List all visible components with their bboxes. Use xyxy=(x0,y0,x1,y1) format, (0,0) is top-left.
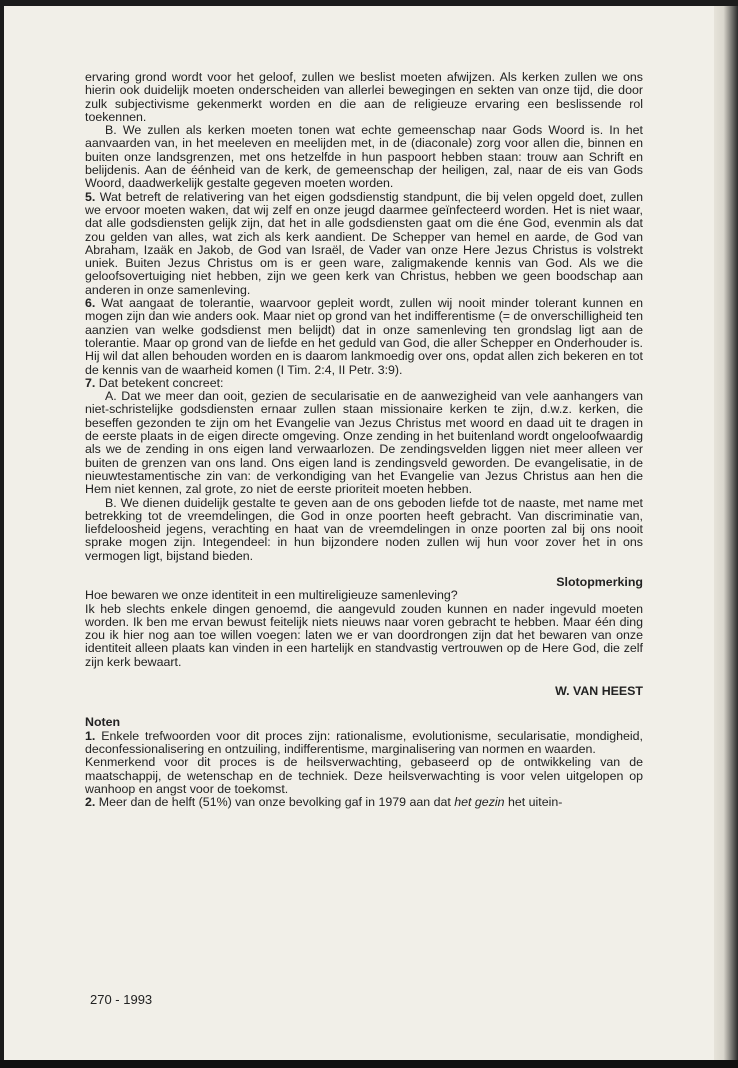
numbered-paragraph xyxy=(85,377,643,390)
page-number: 270 - 1993 xyxy=(90,992,153,1007)
page-edge-bottom xyxy=(0,1060,738,1068)
item-number: 6. xyxy=(85,296,96,311)
section-heading: Slotopmerking xyxy=(556,574,643,589)
note xyxy=(85,730,643,757)
numbered-paragraph xyxy=(85,191,643,297)
notes-heading: Noten xyxy=(85,715,121,730)
numbered-paragraph xyxy=(85,297,643,377)
item-number: 7. xyxy=(85,375,96,390)
closing-question: Hoe bewaren we onze identiteit in een multireligieuze samenleving? xyxy=(85,588,458,603)
item-text: Wat betreft de relativering van het eigen godsdienstig standpunt, die bij velen opgeld doet, zullen we ervoor moeten waken, dat wij zelf en onze jeugd daarmee geïnfecteerd worden. Het is niet waar, dat alle godsdiensten gelijk zijn, dat het in alle godsdiensten gaat om die éne God, evenmin als dat zou gelden van alles, wat zich als kerk aandient. De Schepper van hemel en aarde, de God van Abraham, Izaäk en Jakob, de God van Israël, de Vader van onze Here Jezus Christus is volstrekt uniek. Buiten Jezus Christus om is er geen ware, zaligmakende kennis van God. Als we die geloofsovertuiging niet hebben, zijn we geen kerk van Christus, hebben we geen boodschap aan anderen in onze samenleving. xyxy=(85,189,644,297)
paragraph: B. We dienen duidelijk gestalte te geven aan de ons geboden liefde tot de naaste, met name met betrekking tot de vreemdelingen, die God in onze poorten heeft gebracht. Van discriminatie van, liefdeloosheid jegens, verachting en haat van de vreemdelingen in onze poorten zal bij ons nooit sprake mogen zijn. Integendeel: in hun bijzondere noden zullen wij hun voor zover het in ons vermogen ligt, bijstand bieden. xyxy=(85,495,643,563)
article-body xyxy=(85,71,643,809)
note-emphasis: het gezin xyxy=(454,795,505,810)
paragraph: ervaring grond wordt voor het geloof, zullen we beslist moeten afwijzen. Als kerken zullen we ons hierin ook duidelijk moeten onderscheiden van allerlei bewegingen en sekten van onze tijd, die door zulk subjectivisme gekenmerkt worden en die aan de religieuze ervaring een beslissende rol toekennen. xyxy=(85,70,643,124)
item-text: Dat betekent concreet: xyxy=(98,375,224,390)
author-name: W. VAN HEEST xyxy=(555,684,643,699)
item-number: 5. xyxy=(85,189,96,204)
note-continuation: Kenmerkend voor dit proces is de heilsverwachting, gebaseerd op de ontwikkeling van de maatschappij, de wetenschap en de techniek. Deze heilsverwachting is voor velen uitgelopen op wanhoop en angst voor de toekomst. xyxy=(85,755,643,796)
note-text: het uitein- xyxy=(508,795,563,810)
note-number: 2. xyxy=(85,795,96,810)
note-number: 1. xyxy=(85,728,96,743)
page-edge-right xyxy=(714,6,738,1060)
note-text: Enkele trefwoorden voor dit proces zijn: rationalisme, evolutionisme, secularisatie, mondigheid, deconfessionalisering en ontzuiling, indifferentisme, marginalisering van normen en waarden. xyxy=(85,728,643,756)
paragraph: A. Dat we meer dan ooit, gezien de secularisatie en de aanwezigheid van vele aanhangers van niet-schristelijke godsdiensten ernaar zullen staan missionaire kerken te zijn, d.w.z. kerken, die beseffen gezonden te zijn om het Evangelie van Jezus Christus met woord en daad uit te dragen in de eerste plaats in de eigen directe omgeving. Onze zending in het buitenland wordt ongeloofwaardig als we de zending in ons eigen land verwaarlozen. De zendingsvelden liggen niet meer alleen ver buiten de grenzen van ons land. Ons eigen land is zendingsveld geworden. De evangelisatie, in de nieuwtestamentische zin van: de verkondiging van het Evangelie van Jezus Christus aan hen die Hem niet kennen, zal grote, zo niet de eerste prioriteit moeten hebben. xyxy=(85,389,643,497)
note-text: Meer dan de helft (51%) van onze bevolking gaf in 1979 aan dat xyxy=(98,795,451,810)
paragraph: B. We zullen als kerken moeten tonen wat echte gemeenschap naar Gods Woord is. In het aanvaarden van, in het meeleven en meelijden met, in de (diaconale) zorg voor allen die, binnen en buiten onze landsgrenzen, met ons hetzelfde in hun paspoort hebben staan: trouw aan Schrift en belijdenis. Aan de éénheid van de kerk, de gemeenschap der heiligen, zal, naar de eis van Gods Woord, daadwerkelijk gestalte gegeven moeten worden. xyxy=(85,123,643,191)
item-text: Wat aangaat de tolerantie, waarvoor gepleit wordt, zullen wij nooit minder tolerant kunnen en mogen zijn dan wie anders ook. Maar niet op grond van het indifferentisme (= de onverschilligheid ten aanzien van welke godsdienst men belijdt) dat in onze samenleving ten grondslag ligt aan de tolerantie. Maar op grond van de liefde en het geduld van God, die aller Schepper en Onderhouder is. Hij wil dat allen behouden worden en is daarom lankmoedig over ons, opdat allen zich bekeren en tot de kennis van de waarheid komen (I Tim. 2:4, II Petr. 3:9). xyxy=(85,296,643,377)
note xyxy=(85,796,643,809)
closing-paragraph: Ik heb slechts enkele dingen genoemd, die aangevuld zouden kunnen en nader ingevuld moeten worden. Ik ben me ervan bewust feitelijk niets nieuws naar voren gebracht te hebben. Maar één ding zou ik hier nog aan toe willen voegen: laten we er van doordrongen zijn dat het bewaren van onze identiteit alleen plaats kan vinden in een hartelijk en standvastig vertrouwen op de Here God, die zelf zijn kerk bewaart. xyxy=(85,601,643,669)
